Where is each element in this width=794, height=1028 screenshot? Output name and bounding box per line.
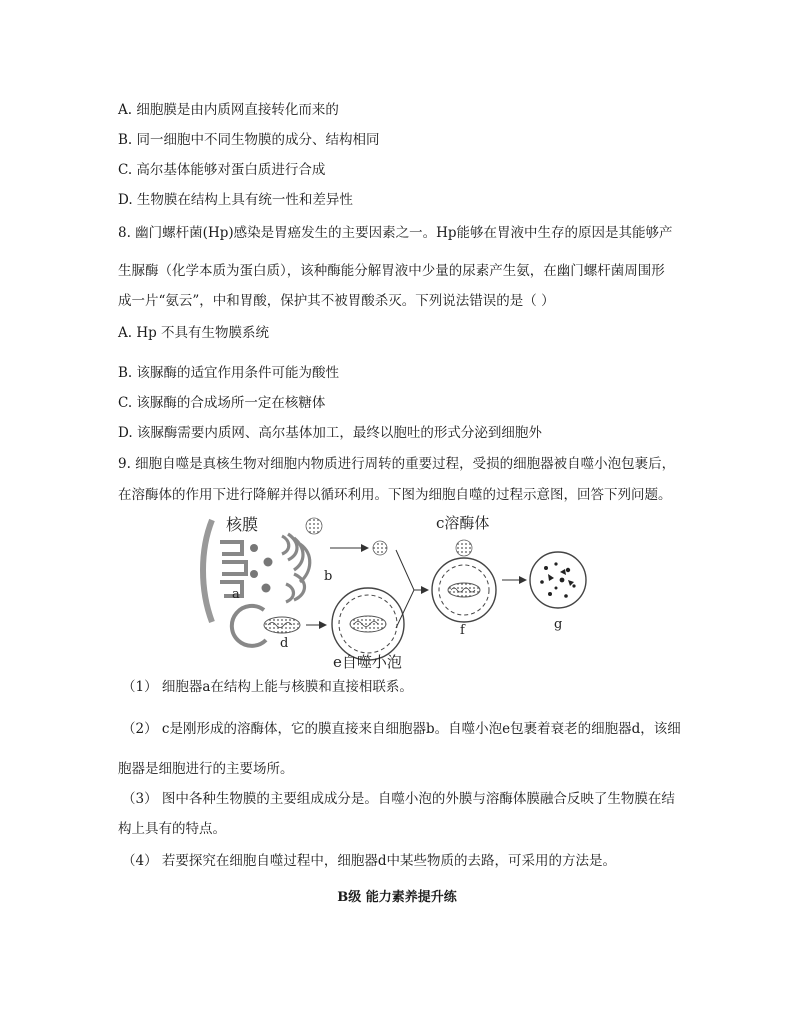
q8-option-a: A. Hp 不具有生物膜系统 [118, 325, 270, 341]
q8-option-d: D. 该脲酶需要内质网、高尔基体加工，最终以胞吐的形式分泌到细胞外 [118, 425, 542, 441]
q9-stem-line-1: 9. 细胞自噬是真核生物对细胞内物质进行周转的重要过程，受损的细胞器被自噬小泡包裹后， [118, 456, 676, 472]
label-f: f [460, 623, 465, 638]
mitochondrion-d [264, 617, 300, 633]
phagophore [232, 606, 266, 646]
q7-option-d: D. 生物膜在结构上具有统一性和差异性 [118, 192, 353, 208]
q9-sub-3-line-2: 构上具有的特点。 [118, 821, 226, 837]
q7-option-a: A. 细胞膜是由内质网直接转化而来的 [118, 102, 339, 118]
lysosome-c [456, 540, 472, 556]
q7-option-b: B. 同一细胞中不同生物膜的成分、结构相同 [118, 132, 380, 148]
label-d: d [280, 636, 289, 651]
golgi-apparatus-b [282, 534, 310, 602]
q8-stem-line-2: 生脲酶（化学本质为蛋白质），该种酶能分解胃液中少量的尿素产生氨，在幽门螺杆菌周围形 [118, 263, 665, 279]
golgi-vesicle [306, 518, 322, 534]
new-lysosome [373, 541, 387, 555]
q9-sub-2-line-1: （2） c是刚形成的溶酶体，它的膜直接来自细胞器b。自噬小泡e包裹着衰老的细胞器d，该细 [122, 721, 681, 737]
q7-option-c: C. 高尔基体能够对蛋白质进行合成 [118, 162, 326, 178]
label-a: a [232, 587, 240, 602]
converging-lines [396, 550, 414, 628]
vesicle-dots [250, 544, 273, 593]
autophagy-diagram [196, 510, 606, 670]
nuclear-envelope [203, 520, 212, 622]
label-g: g [554, 617, 563, 632]
q9-sub-1: （1） 细胞器a在结构上能与核膜和直接相联系。 [122, 679, 413, 695]
degrading-lysosome-g [530, 552, 586, 608]
degraded-fragments [540, 562, 575, 597]
q8-stem-line-1: 8. 幽门螺杆菌(Hp)感染是胃癌发生的主要因素之一。Hp能够在胃液中生存的原因是其能够产 [118, 225, 673, 241]
q8-option-b: B. 该脲酶的适宜作用条件可能为酸性 [118, 365, 340, 381]
label-nuclear-membrane: 核膜 [226, 515, 259, 534]
label-e: e自噬小泡 [333, 653, 402, 670]
section-heading: B级 能力素养提升练 [337, 890, 457, 905]
q9-stem-line-2: 在溶酶体的作用下进行降解并得以循环利用。下图为细胞自噬的过程示意图，回答下列问题。 [118, 487, 672, 503]
q8-stem-line-3: 成一片“氨云”，中和胃酸，保护其不被胃酸杀灭。下列说法错误的是（ ） [118, 293, 555, 309]
label-b: b [324, 569, 333, 584]
q9-sub-3-line-1: （3） 图中各种生物膜的主要组成成分是。自噬小泡的外膜与溶酶体膜融合反映了生物膜在结 [122, 791, 675, 807]
q8-option-c: C. 该脲酶的合成场所一定在核糖体 [118, 395, 326, 411]
q9-sub-2-line-2: 胞器是细胞进行的主要场所。 [118, 761, 294, 777]
label-c: c溶酶体 [436, 514, 490, 532]
q9-sub-4: （4） 若要探究在细胞自噬过程中，细胞器d中某些物质的去路，可采用的方法是。 [122, 853, 617, 869]
